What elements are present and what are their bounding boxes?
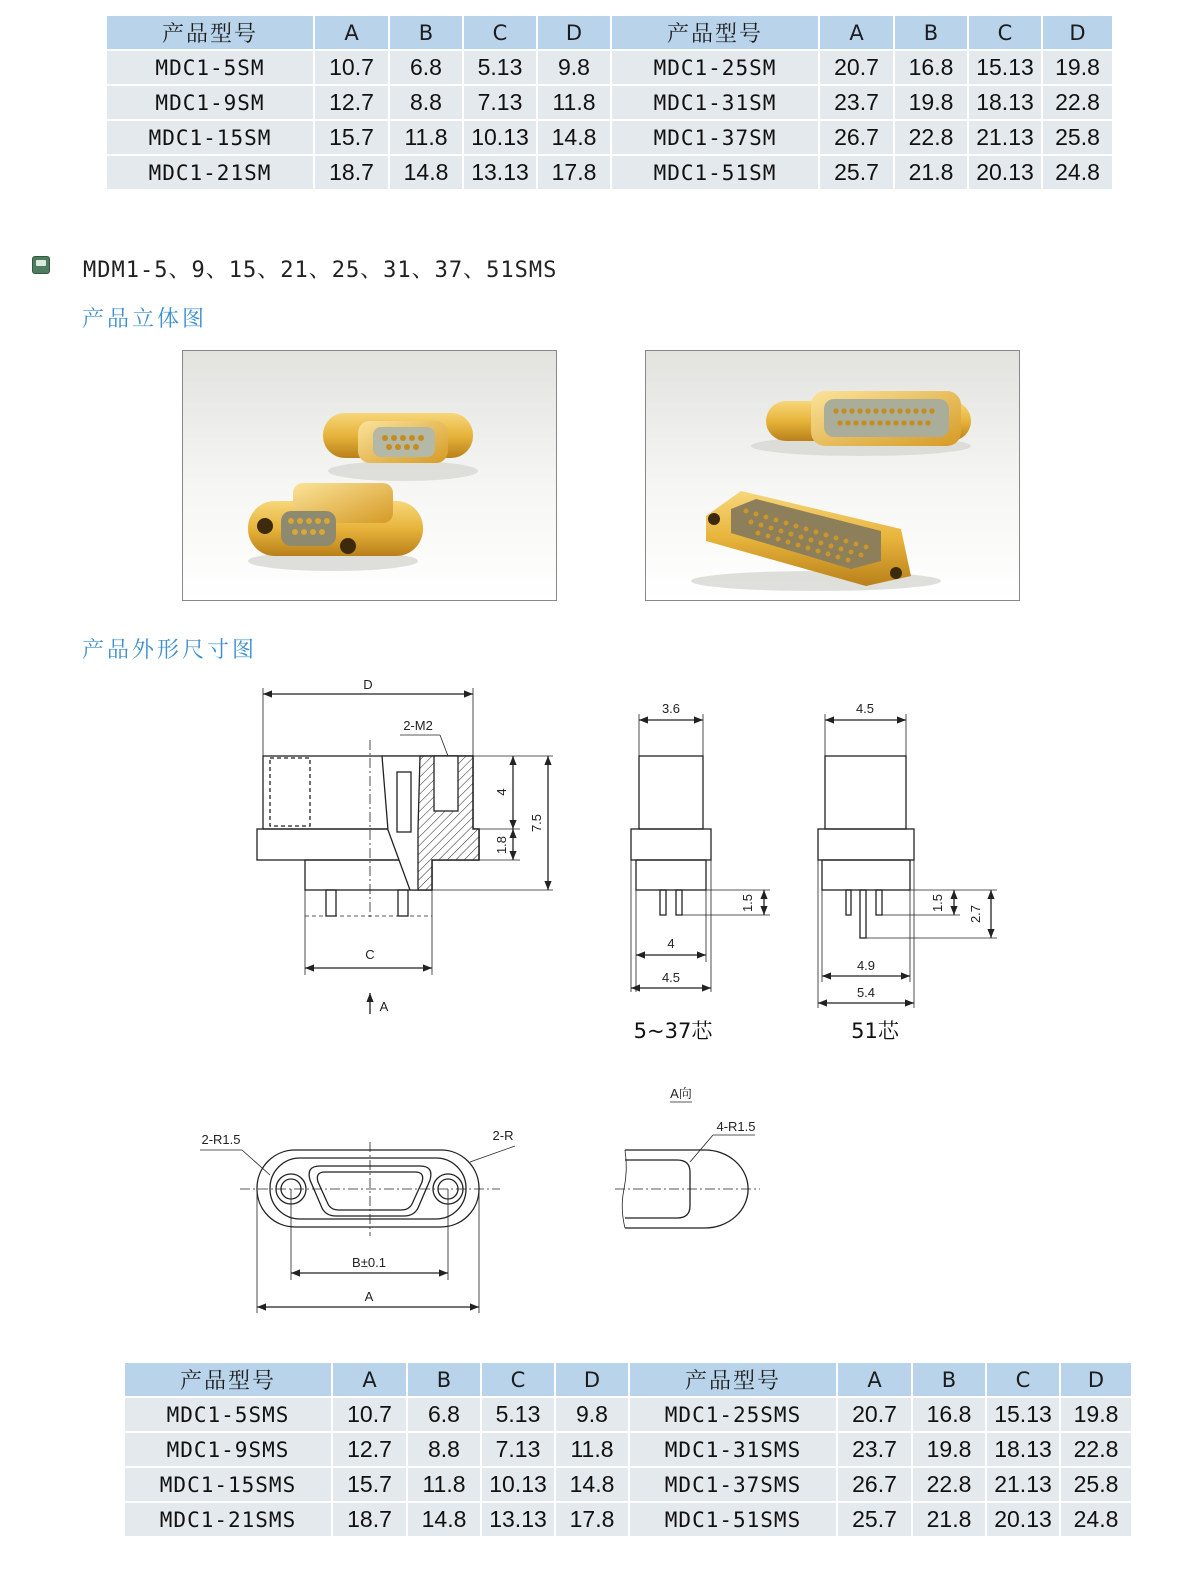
value-cell: 15.7 <box>315 121 390 156</box>
value-cell: 15.7 <box>333 1468 408 1503</box>
header-cell: C <box>987 1363 1061 1398</box>
model-cell: MDC1-21SM <box>107 156 315 191</box>
dim-label-4-5-top: 4.5 <box>855 701 875 716</box>
value-cell: 6.8 <box>408 1398 482 1433</box>
dim-label-4-r1-5: 4-R1.5 <box>716 1119 756 1134</box>
header-cell: A <box>838 1363 913 1398</box>
value-cell: 10.13 <box>464 121 538 156</box>
dim-label-4-width: 4 <box>667 936 675 951</box>
dim-label-4: 4 <box>494 788 509 796</box>
value-cell: 22.8 <box>913 1468 987 1503</box>
header-cell: C <box>482 1363 556 1398</box>
dimension-drawing <box>0 660 1200 1360</box>
header-cell: D <box>556 1363 630 1398</box>
header-cell: D <box>538 16 612 51</box>
value-cell: 12.7 <box>333 1433 408 1468</box>
header-cell: 产品型号 <box>630 1363 838 1398</box>
table-row <box>107 86 1114 121</box>
model-cell: MDC1-9SMS <box>125 1433 333 1468</box>
value-cell: 19.8 <box>913 1433 987 1468</box>
dim-label-4-9: 4.9 <box>856 958 876 973</box>
value-cell: 25.8 <box>1043 121 1114 156</box>
value-cell: 25.7 <box>838 1503 913 1538</box>
dim-label-1-5-51: 1.5 <box>930 893 945 913</box>
value-cell: 13.13 <box>464 156 538 191</box>
dim-label-r1-5: 2-R1.5 <box>201 1132 241 1147</box>
caption-5-37: 5~37芯 <box>633 1019 713 1043</box>
header-cell: A <box>315 16 390 51</box>
value-cell: 18.13 <box>987 1433 1061 1468</box>
value-cell: 20.13 <box>969 156 1043 191</box>
value-cell: 16.8 <box>895 51 969 86</box>
value-cell: 13.13 <box>482 1503 556 1538</box>
value-cell: 14.8 <box>390 156 464 191</box>
table-row <box>107 156 1114 191</box>
header-cell: C <box>969 16 1043 51</box>
model-cell: MDC1-51SM <box>612 156 820 191</box>
dim-label-c: C <box>365 947 375 962</box>
value-cell: 10.7 <box>315 51 390 86</box>
value-cell: 15.13 <box>969 51 1043 86</box>
value-cell: 20.7 <box>820 51 895 86</box>
table-row <box>107 51 1114 86</box>
header-cell: B <box>895 16 969 51</box>
value-cell: 11.8 <box>408 1468 482 1503</box>
dim-label-3-6: 3.6 <box>661 701 681 716</box>
model-cell: MDC1-25SMS <box>630 1398 838 1433</box>
dim-label-2-7: 2.7 <box>968 904 983 924</box>
value-cell: 19.8 <box>1043 51 1114 86</box>
table-row <box>125 1398 1133 1433</box>
value-cell: 26.7 <box>820 121 895 156</box>
value-cell: 14.8 <box>408 1503 482 1538</box>
table-header-row <box>107 16 1114 51</box>
value-cell: 26.7 <box>838 1468 913 1503</box>
section-title-3d: 产品立体图 <box>82 307 208 332</box>
value-cell: 18.13 <box>969 86 1043 121</box>
value-cell: 15.13 <box>987 1398 1061 1433</box>
dim-label-1-5: 1.5 <box>740 893 755 913</box>
end-view-51 <box>818 714 997 1008</box>
model-cell: MDC1-37SM <box>612 121 820 156</box>
value-cell: 19.8 <box>1061 1398 1133 1433</box>
product-photo-small <box>182 350 557 601</box>
value-cell: 20.13 <box>987 1503 1061 1538</box>
top-view <box>200 1142 515 1313</box>
table-row <box>125 1468 1133 1503</box>
value-cell: 10.7 <box>333 1398 408 1433</box>
value-cell: 18.7 <box>315 156 390 191</box>
value-cell: 6.8 <box>390 51 464 86</box>
dim-label-1-8: 1.8 <box>494 835 509 855</box>
value-cell: 23.7 <box>820 86 895 121</box>
dim-label-4-5: 4.5 <box>661 970 681 985</box>
model-cell: MDC1-5SMS <box>125 1398 333 1433</box>
value-cell: 5.13 <box>464 51 538 86</box>
value-cell: 21.13 <box>969 121 1043 156</box>
model-cell: MDC1-31SMS <box>630 1433 838 1468</box>
model-cell: MDC1-31SM <box>612 86 820 121</box>
value-cell: 7.13 <box>482 1433 556 1468</box>
value-cell: 11.8 <box>390 121 464 156</box>
header-cell: 产品型号 <box>612 16 820 51</box>
header-cell: D <box>1061 1363 1133 1398</box>
value-cell: 20.7 <box>838 1398 913 1433</box>
model-cell: MDC1-15SMS <box>125 1468 333 1503</box>
value-cell: 23.7 <box>838 1433 913 1468</box>
value-cell: 11.8 <box>538 86 612 121</box>
value-cell: 22.8 <box>1061 1433 1133 1468</box>
table-row <box>107 121 1114 156</box>
series-title: MDM1-5、9、15、21、25、31、37、51SMS <box>83 258 558 283</box>
model-cell: MDC1-21SMS <box>125 1503 333 1538</box>
model-cell: MDC1-9SM <box>107 86 315 121</box>
value-cell: 21.13 <box>987 1468 1061 1503</box>
dim-label-7-5: 7.5 <box>529 813 544 833</box>
dim-label-5-4: 5.4 <box>856 985 876 1000</box>
dim-label-m2: 2-M2 <box>403 718 433 733</box>
header-cell: D <box>1043 16 1114 51</box>
section-title-dims: 产品外形尺寸图 <box>82 638 258 663</box>
value-cell: 9.8 <box>538 51 612 86</box>
value-cell: 5.13 <box>482 1398 556 1433</box>
model-cell: MDC1-25SM <box>612 51 820 86</box>
view-a-title: A向 <box>670 1086 692 1101</box>
spec-table-top <box>107 16 1114 191</box>
model-cell: MDC1-51SMS <box>630 1503 838 1538</box>
value-cell: 8.8 <box>408 1433 482 1468</box>
model-cell: MDC1-37SMS <box>630 1468 838 1503</box>
value-cell: 12.7 <box>315 86 390 121</box>
series-bullet-icon <box>32 256 50 274</box>
spec-table-bottom <box>125 1363 1133 1538</box>
header-cell: 产品型号 <box>107 16 315 51</box>
value-cell: 17.8 <box>538 156 612 191</box>
value-cell: 21.8 <box>895 156 969 191</box>
dim-label-d: D <box>363 677 373 692</box>
connector-render-large <box>646 351 1019 600</box>
value-cell: 25.7 <box>820 156 895 191</box>
header-cell: A <box>333 1363 408 1398</box>
value-cell: 7.13 <box>464 86 538 121</box>
value-cell: 19.8 <box>895 86 969 121</box>
value-cell: 18.7 <box>333 1503 408 1538</box>
value-cell: 16.8 <box>913 1398 987 1433</box>
dim-label-b: B±0.1 <box>352 1255 386 1270</box>
header-cell: B <box>913 1363 987 1398</box>
value-cell: 9.8 <box>556 1398 630 1433</box>
value-cell: 25.8 <box>1061 1468 1133 1503</box>
value-cell: 24.8 <box>1043 156 1114 191</box>
value-cell: 10.13 <box>482 1468 556 1503</box>
value-cell: 22.8 <box>895 121 969 156</box>
caption-51: 51芯 <box>851 1019 899 1043</box>
header-cell: B <box>390 16 464 51</box>
value-cell: 11.8 <box>556 1433 630 1468</box>
table-row <box>125 1433 1133 1468</box>
value-cell: 24.8 <box>1061 1503 1133 1538</box>
product-photo-large <box>645 350 1020 601</box>
end-view-37 <box>631 714 770 992</box>
table-header-row <box>125 1363 1133 1398</box>
dim-label-r: 2-R <box>492 1128 514 1143</box>
value-cell: 21.8 <box>913 1503 987 1538</box>
model-cell: MDC1-5SM <box>107 51 315 86</box>
value-cell: 8.8 <box>390 86 464 121</box>
header-cell: A <box>820 16 895 51</box>
value-cell: 14.8 <box>538 121 612 156</box>
value-cell: 17.8 <box>556 1503 630 1538</box>
value-cell: 22.8 <box>1043 86 1114 121</box>
connector-render-small <box>183 351 556 600</box>
model-cell: MDC1-15SM <box>107 121 315 156</box>
table-row <box>125 1503 1133 1538</box>
dim-label-a: A <box>364 1289 374 1304</box>
header-cell: 产品型号 <box>125 1363 333 1398</box>
value-cell: 14.8 <box>556 1468 630 1503</box>
view-arrow-label: A <box>379 999 389 1014</box>
header-cell: C <box>464 16 538 51</box>
header-cell: B <box>408 1363 482 1398</box>
